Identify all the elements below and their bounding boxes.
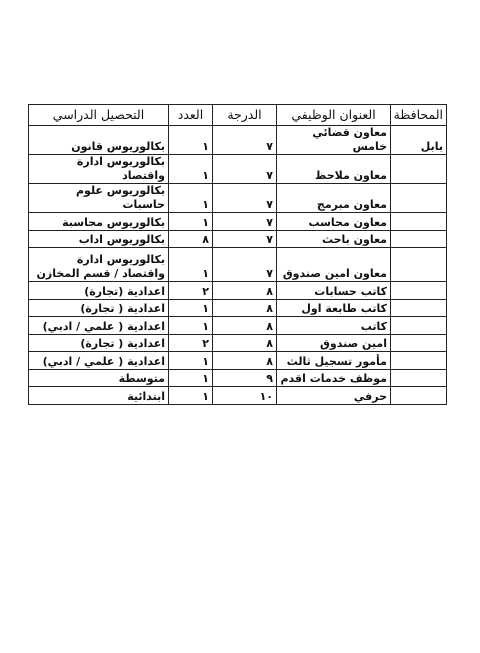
header-education: التحصيل الدراسي <box>29 105 169 126</box>
governorate-cell-empty <box>391 317 447 335</box>
count-cell: ١ <box>169 387 213 405</box>
table-header-row <box>29 105 447 126</box>
job-title-cell: معاون باحث <box>277 230 391 248</box>
table-row <box>29 126 447 155</box>
education-cell: بكالوريوس ادارة واقتصاد / قسم المخازن <box>29 248 169 282</box>
job-title-cell: امين صندوق <box>277 334 391 352</box>
count-cell: ١ <box>169 184 213 213</box>
table-row <box>29 213 447 231</box>
table-row <box>29 352 447 370</box>
job-title-cell: حرفي <box>277 387 391 405</box>
education-cell: اعدادية ( علمي / ادبي) <box>29 317 169 335</box>
count-cell: ١ <box>169 352 213 370</box>
job-title-cell: موظف خدمات اقدم <box>277 369 391 387</box>
table-row <box>29 282 447 300</box>
count-cell: ١ <box>169 126 213 155</box>
education-cell: اعدادية ( علمي / ادبي) <box>29 352 169 370</box>
governorate-cell-empty <box>391 352 447 370</box>
grade-cell: ٨ <box>213 299 277 317</box>
governorate-cell-empty <box>391 248 447 282</box>
grade-cell: ٧ <box>213 213 277 231</box>
governorate-cell-empty <box>391 213 447 231</box>
grade-cell: ٧ <box>213 155 277 184</box>
education-cell: اعدادية ( تجارة) <box>29 299 169 317</box>
table-row <box>29 334 447 352</box>
governorate-cell-empty <box>391 230 447 248</box>
education-cell: بكالوريوس ادارة واقتصاد <box>29 155 169 184</box>
table-row <box>29 155 447 184</box>
grade-cell: ٩ <box>213 369 277 387</box>
count-cell: ١ <box>169 155 213 184</box>
job-title-cell: مأمور تسجيل ثالث <box>277 352 391 370</box>
job-title-cell: كاتب حسابات <box>277 282 391 300</box>
job-title-cell: معاون محاسب <box>277 213 391 231</box>
count-cell: ٢ <box>169 334 213 352</box>
education-cell: ابتدائية <box>29 387 169 405</box>
job-title-cell: كاتب طابعة اول <box>277 299 391 317</box>
governorate-cell-empty <box>391 155 447 184</box>
count-cell: ١ <box>169 317 213 335</box>
table-row <box>29 184 447 213</box>
jobs-table <box>28 104 447 405</box>
header-count: العدد <box>169 105 213 126</box>
grade-cell: ٨ <box>213 334 277 352</box>
governorate-cell-empty <box>391 387 447 405</box>
education-cell: اعدادية (تجارة) <box>29 282 169 300</box>
governorate-cell-empty <box>391 184 447 213</box>
table-row <box>29 230 447 248</box>
education-cell: بكالوريوس محاسبة <box>29 213 169 231</box>
job-title-cell: معاون قضائي خامس <box>277 126 391 155</box>
header-job-title: العنوان الوظيفي <box>277 105 391 126</box>
count-cell: ١ <box>169 299 213 317</box>
education-cell: بكالوريوس قانون <box>29 126 169 155</box>
job-title-cell: معاون ملاحظ <box>277 155 391 184</box>
count-cell: ٨ <box>169 230 213 248</box>
header-governorate: المحافظة <box>391 105 447 126</box>
count-cell: ١ <box>169 248 213 282</box>
education-cell: بكالوريوس اداب <box>29 230 169 248</box>
governorate-cell-empty <box>391 334 447 352</box>
education-cell: بكالوريوس علوم حاسبات <box>29 184 169 213</box>
education-cell: اعدادية ( تجارة) <box>29 334 169 352</box>
governorate-cell-empty <box>391 299 447 317</box>
table-row <box>29 387 447 405</box>
governorate-cell: بابل <box>391 126 447 155</box>
count-cell: ١ <box>169 369 213 387</box>
grade-cell: ٧ <box>213 184 277 213</box>
education-cell: متوسطة <box>29 369 169 387</box>
governorate-cell-empty <box>391 369 447 387</box>
grade-cell: ٧ <box>213 230 277 248</box>
job-title-cell: معاون امين صندوق <box>277 248 391 282</box>
table-row <box>29 299 447 317</box>
grade-cell: ٨ <box>213 317 277 335</box>
table-row <box>29 317 447 335</box>
job-title-cell: كاتب <box>277 317 391 335</box>
grade-cell: ٧ <box>213 248 277 282</box>
count-cell: ٢ <box>169 282 213 300</box>
table-row <box>29 369 447 387</box>
table-row <box>29 248 447 282</box>
grade-cell: ٧ <box>213 126 277 155</box>
grade-cell: ٨ <box>213 282 277 300</box>
header-grade: الدرجة <box>213 105 277 126</box>
grade-cell: ٨ <box>213 352 277 370</box>
governorate-cell-empty <box>391 282 447 300</box>
job-title-cell: معاون مبرمج <box>277 184 391 213</box>
count-cell: ١ <box>169 213 213 231</box>
grade-cell: ١٠ <box>213 387 277 405</box>
